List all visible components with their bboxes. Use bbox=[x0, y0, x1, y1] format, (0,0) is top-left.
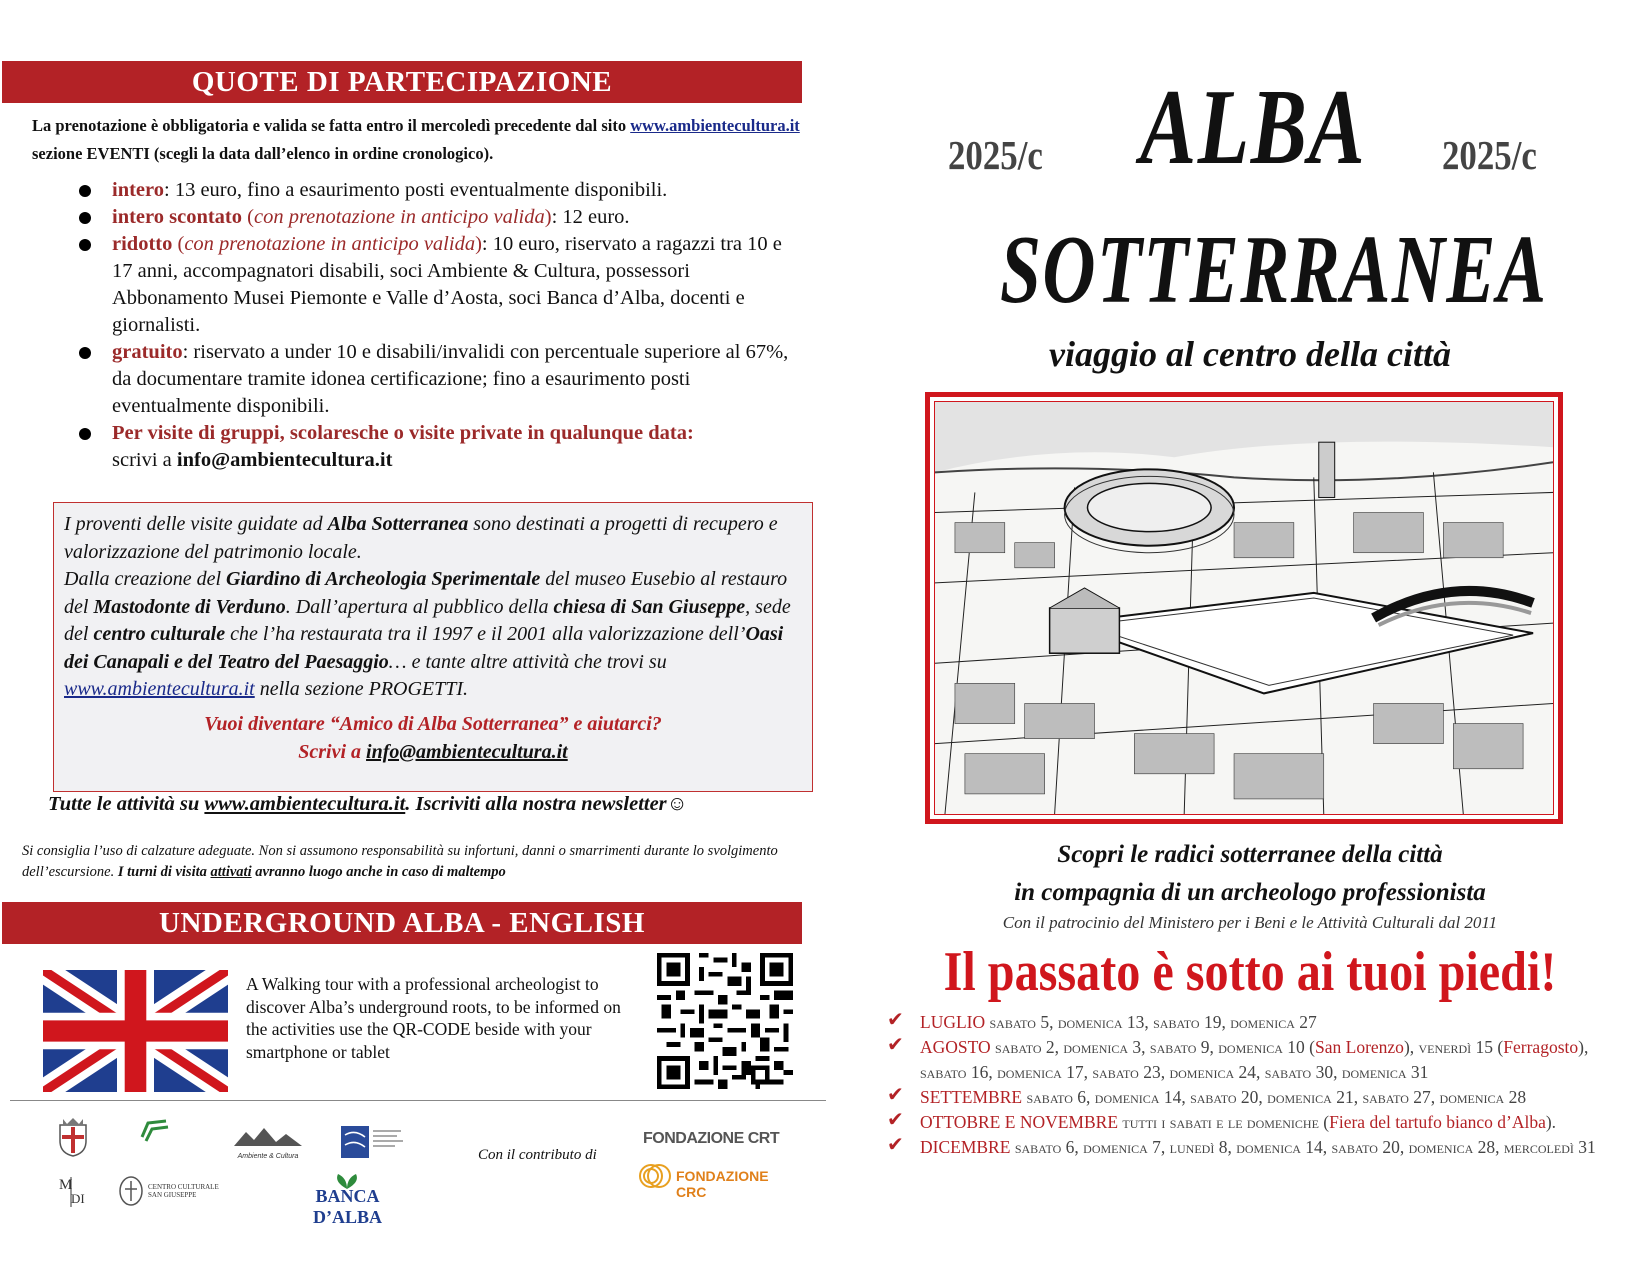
san-giuseppe-logo bbox=[118, 1175, 218, 1207]
infobox-paragraph-2: Dalla creazione del Giardino di Archeologia Sperimentale del museo Eusebio al restauro del Mastodonte di Verduno. Dall’apertura al pubblico della chiesa di San Giuseppe, sede del centro culturale che l’ha restaurata tra il 1997 e il 2001 alla valorizzazione dell’Oasi dei Canapali e del Teatro del Paesaggio… e tante altre attività che trovi su www.ambientecultura.it nella sezione PROGETTI. bbox=[64, 568, 791, 700]
date-text: ), venerdì 15 ( bbox=[1403, 1037, 1504, 1057]
tour-dates-list bbox=[887, 1010, 1627, 1160]
crc-text: FONDAZIONE CRC bbox=[676, 1168, 769, 1200]
price-item-intero-scontato: intero scontato (con prenotazione in anticipo valida): 12 euro. bbox=[75, 204, 800, 231]
month-label: SETTEMBRE bbox=[920, 1087, 1023, 1107]
date-text: sabato 6, domenica 14, sabato 20, domenica 21, sabato 27, domenica 28 bbox=[1022, 1087, 1527, 1107]
slogan: Il passato è sotto ai tuoi piedi! bbox=[943, 941, 1557, 1003]
price-text: : 10 euro, riservato a ragazzi tra 10 e 17 anni, accompagnatori disabili, soci Ambiente & Cultura, possessori Abbonamento Musei Piemonte e Valle d’Aosta, soci Banca d’Alba, docenti e giornalisti. bbox=[112, 233, 782, 336]
month-label: LUGLIO bbox=[920, 1012, 986, 1032]
checkmark-icon: ✔ bbox=[887, 1134, 904, 1156]
friend-call-to-action: Vuoi diventare “Amico di Alba Sotterranea” e aiutarci? Scrivi a info@ambientecultura.it bbox=[64, 710, 802, 766]
bullet-icon bbox=[79, 239, 91, 251]
projects-infobox bbox=[53, 502, 813, 792]
price-text: scrivi a bbox=[112, 449, 172, 471]
svg-text:M: M bbox=[59, 1177, 73, 1193]
dates-item-ottobre-novembre bbox=[887, 1110, 1627, 1135]
date-text: sabato 5, domenica 13, sabato 19, domenica 27 bbox=[985, 1012, 1317, 1032]
checkmark-icon: ✔ bbox=[887, 1009, 904, 1031]
price-label: gratuito bbox=[112, 341, 183, 363]
booking-intro-text-2: sezione EVENTI (scegli la data dall’elenco in ordine cronologico). bbox=[32, 144, 494, 163]
price-label: ridotto bbox=[112, 233, 173, 255]
san-giuseppe-text: CENTRO CULTURALE SAN GIUSEPPE bbox=[148, 1183, 219, 1199]
holiday-label: Ferragosto bbox=[1503, 1037, 1579, 1057]
mudi-logo-icon bbox=[57, 1173, 93, 1209]
bluebook-logo-icon bbox=[340, 1125, 410, 1159]
ambiente-cultura-logo bbox=[232, 1126, 304, 1160]
date-text: sabato 2, domenica 3, sabato 9, domenica 10 ( bbox=[990, 1037, 1315, 1057]
price-text: : 13 euro, fino a esaurimento posti eventualmente disponibili. bbox=[164, 179, 668, 201]
alba-coat-of-arms-icon bbox=[57, 1117, 89, 1157]
newsletter-line: Tutte le attività su www.ambientecultura.it. Iscriviti alla nostra newsletter☺ bbox=[48, 793, 688, 815]
group-email-link[interactable]: info@ambientecultura.it bbox=[176, 449, 393, 471]
divider bbox=[10, 1100, 826, 1101]
friend-question: Vuoi diventare “Amico di Alba Sotterranea” e aiutarci? bbox=[204, 712, 662, 735]
english-section-header: UNDERGROUND ALBA - ENGLISH bbox=[2, 902, 802, 944]
dates-item-dicembre bbox=[887, 1135, 1627, 1160]
newsletter-site-link[interactable]: www.ambientecultura.it bbox=[204, 793, 406, 815]
crt-text: FONDAZIONE CRT bbox=[643, 1130, 780, 1147]
infobox-paragraph-1: I proventi delle visite guidate ad Alba Sotterranea sono destinati a progetti di recupero e valorizzazione del patrimonio locale. bbox=[64, 513, 778, 563]
booking-intro-text: La prenotazione è obbligatoria e valida se fatta entro il mercoledì precedente dal sito bbox=[32, 116, 627, 135]
price-list bbox=[75, 177, 800, 474]
roman-city-illustration bbox=[925, 392, 1563, 824]
fondazione-crc-logo bbox=[638, 1163, 788, 1200]
main-title-sotterranea: SOTTERRANEA bbox=[1000, 216, 1548, 324]
holiday-label: San Lorenzo bbox=[1315, 1037, 1404, 1057]
projects-link[interactable]: www.ambientecultura.it bbox=[64, 678, 255, 700]
edition-year-left: 2025/c bbox=[948, 132, 1043, 178]
date-text: ). bbox=[1545, 1112, 1557, 1132]
holiday-label: Fiera del tartufo bianco d’Alba bbox=[1329, 1112, 1546, 1132]
banca-alba-logo bbox=[280, 1172, 415, 1227]
edition-year-right: 2025/c bbox=[1442, 132, 1537, 178]
month-label: AGOSTO bbox=[920, 1037, 991, 1057]
english-description: A Walking tour with a professional archeologist to discover Alba’s underground roots, to be informed on the activities use the QR-CODE beside with your smartphone or tablet bbox=[246, 974, 621, 1062]
price-item-gruppi bbox=[75, 420, 800, 474]
price-text: : riservato a under 10 e disabili/invalidi con percentuale superiore al 67%, da documentare tramite idonea certificazione; fino a esaurimento posti eventualmente disponibili. bbox=[112, 341, 789, 417]
booking-intro bbox=[32, 112, 802, 168]
smile-icon: ☺ bbox=[666, 793, 688, 815]
price-label: intero scontato bbox=[112, 206, 243, 228]
main-title-alba: ALBA bbox=[1140, 68, 1367, 187]
dates-item-agosto bbox=[887, 1035, 1627, 1085]
quote-section-header: QUOTE DI PARTECIPAZIONE bbox=[2, 61, 802, 103]
fondazione-crt-logo bbox=[643, 1130, 779, 1148]
price-item-ridotto: ridotto (con prenotazione in anticipo valida): 10 euro, riservato a ragazzi tra 10 e 17 anni, accompagnatori disabili, soci Ambiente & Cultura, possessori Abbonamento Musei Piemonte e Valle d’Aosta, soci Banca d’Alba, docenti e giornalisti. bbox=[75, 231, 800, 339]
price-label: Per visite di gruppi, scolaresche o visite private in qualunque data: bbox=[112, 422, 694, 444]
price-note: con prenotazione in anticipo valida bbox=[253, 206, 545, 228]
subtitle: viaggio al centro della città bbox=[1049, 334, 1451, 374]
banca-alba-text: BANCA D’ALBA bbox=[312, 1186, 382, 1227]
dates-item-luglio bbox=[887, 1010, 1627, 1035]
month-label: OTTOBRE E NOVEMBRE bbox=[920, 1112, 1119, 1132]
patronage-note: Con il patrocinio del Ministero per i Beni e le Attività Culturali dal 2011 bbox=[1002, 913, 1498, 932]
discover-line-1: Scopri le radici sotterranee della città bbox=[1057, 841, 1443, 868]
checkmark-icon: ✔ bbox=[887, 1034, 904, 1056]
price-text: : 12 euro. bbox=[551, 206, 630, 228]
bullet-icon bbox=[79, 428, 91, 440]
price-item-intero bbox=[75, 177, 800, 204]
checkmark-icon: ✔ bbox=[887, 1109, 904, 1131]
friend-email-link[interactable]: info@ambientecultura.it bbox=[366, 740, 568, 763]
green-e-logo-icon bbox=[138, 1117, 172, 1145]
checkmark-icon: ✔ bbox=[887, 1084, 904, 1106]
svg-text:DI: DI bbox=[71, 1191, 85, 1206]
price-label: intero bbox=[112, 179, 165, 201]
qr-code-icon[interactable] bbox=[657, 953, 793, 1089]
ambiente-logo-text: Ambiente & Cultura bbox=[237, 1153, 299, 1160]
date-text: ), sabato 16, domenica 17, sabato 23, domenica 24, sabato 30, domenica 31 bbox=[920, 1037, 1589, 1082]
ancient-alba-drawing bbox=[935, 402, 1553, 814]
bullet-icon bbox=[79, 347, 91, 359]
uk-flag-icon bbox=[43, 970, 228, 1092]
price-item-gratuito bbox=[75, 339, 800, 420]
crc-rings-icon bbox=[638, 1163, 672, 1189]
contribution-label: Con il contributo di bbox=[478, 1147, 597, 1163]
discover-text bbox=[850, 836, 1650, 912]
bullet-icon bbox=[79, 212, 91, 224]
booking-link[interactable]: www.ambientecultura.it bbox=[630, 116, 800, 135]
tree-icon bbox=[232, 1126, 304, 1148]
dates-item-settembre bbox=[887, 1085, 1627, 1110]
date-text: tutti i sabati e le domeniche ( bbox=[1118, 1112, 1330, 1132]
bullet-icon bbox=[79, 185, 91, 197]
price-note: con prenotazione in anticipo valida bbox=[184, 233, 476, 255]
disclaimer: Si consiglia l’uso di calzature adeguate. Non si assumono responsabilità su infortuni, danni o smarrimenti durante lo svolgimento dell’escursione. I turni di visita attivati avranno luogo anche in caso di maltempo bbox=[22, 843, 778, 880]
shield-icon bbox=[118, 1175, 144, 1207]
date-text: sabato 6, domenica 7, lunedì 8, domenica 14, sabato 20, domenica 28, mercoledì 31 bbox=[1010, 1137, 1596, 1157]
month-label: DICEMBRE bbox=[920, 1137, 1011, 1157]
discover-line-2: in compagnia di un archeologo professionista bbox=[1014, 879, 1486, 906]
